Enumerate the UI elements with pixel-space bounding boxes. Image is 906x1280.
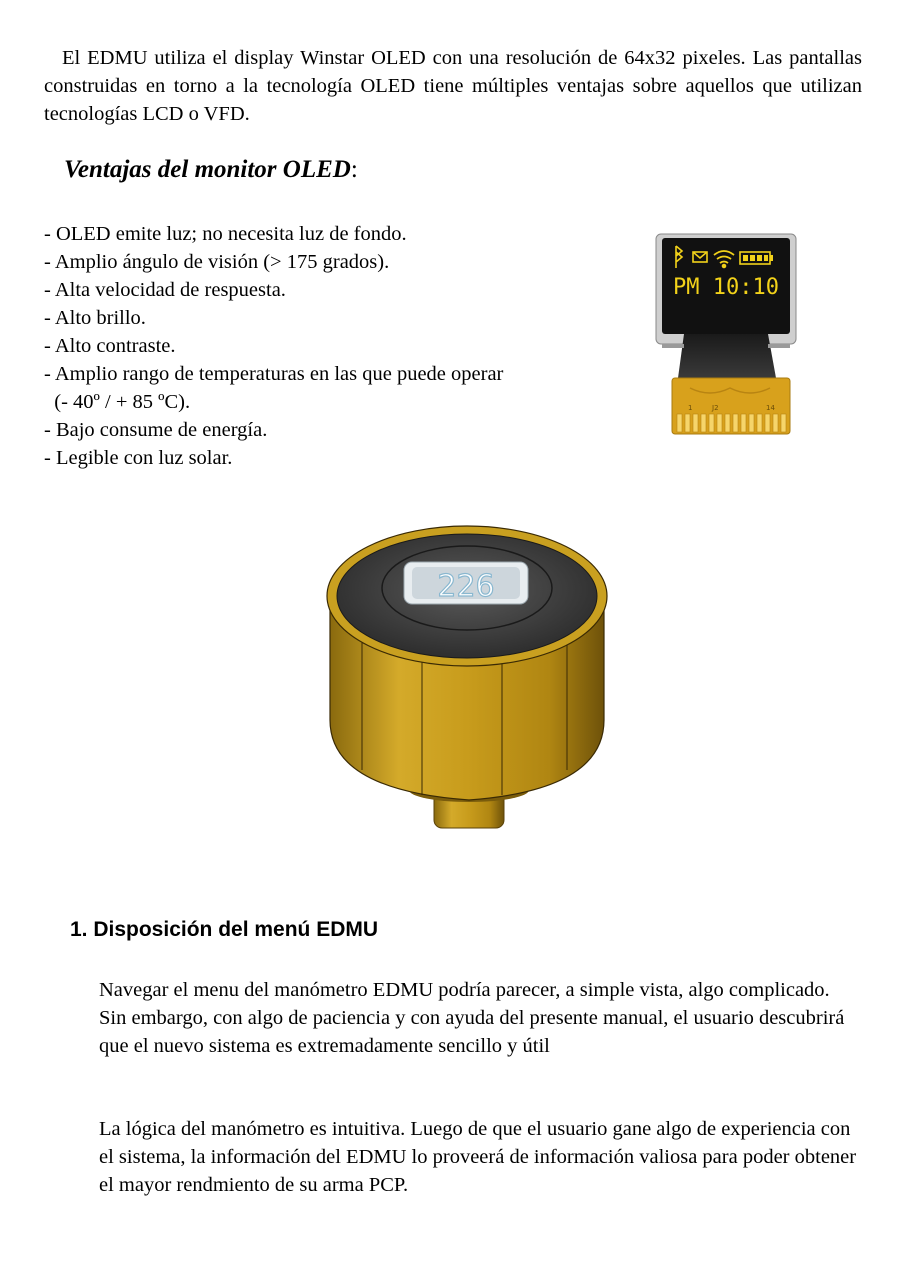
list-item: (- 40º / + 85 ºC). bbox=[44, 391, 191, 413]
oled-module-image bbox=[650, 228, 800, 440]
advantages-heading-colon: : bbox=[350, 156, 358, 183]
advantages-heading-title: Ventajas del monitor OLED bbox=[64, 156, 351, 183]
svg-text:1: 1 bbox=[688, 404, 693, 412]
intro-paragraph: El EDMU utiliza el display Winstar OLED con una resolución de 64x32 pixeles. Las pantallas construidas en torno a la tecnología OLED tiene múltiples ventajas sobre aquellos que utilizan tecnologías LCD o VFD. bbox=[44, 47, 862, 125]
oled-time-text: PM 10:10 bbox=[673, 275, 779, 300]
edmu-gauge-image bbox=[322, 520, 612, 835]
list-item: - Alto brillo. bbox=[44, 307, 146, 329]
list-item: - Alta velocidad de respuesta. bbox=[44, 279, 286, 301]
svg-text:14: 14 bbox=[766, 404, 775, 412]
advantages-list bbox=[44, 220, 503, 472]
list-item: - Amplio ángulo de visión (> 175 grados). bbox=[44, 251, 390, 273]
list-item: - OLED emite luz; no necesita luz de fondo. bbox=[44, 223, 407, 245]
svg-text:J2: J2 bbox=[712, 404, 719, 412]
list-item: - Amplio rango de temperaturas en las que puede operar bbox=[44, 363, 504, 385]
list-item: - Bajo consume de energía. bbox=[44, 419, 268, 441]
section-paragraph: La lógica del manómetro es intuitiva. Luego de que el usuario gane algo de experiencia con el sistema, la información del EDMU lo proveerá de información valiosa para poder obtener el mayor rendmiento de su arma PCP. bbox=[99, 1118, 857, 1196]
gauge-display-value: 226 bbox=[437, 569, 495, 604]
advantages-heading bbox=[64, 156, 358, 184]
list-item: - Legible con luz solar. bbox=[44, 447, 233, 469]
list-item: - Alto contraste. bbox=[44, 335, 176, 357]
section-paragraph: Navegar el menu del manómetro EDMU podría parecer, a simple vista, algo complicado. Sin embargo, con algo de paciencia y con ayuda del presente manual, el usuario descubrirá que el nuevo sistema es extremadamente sencillo y útil bbox=[99, 979, 845, 1057]
section-title: 1. Disposición del menú EDMU bbox=[70, 918, 379, 941]
